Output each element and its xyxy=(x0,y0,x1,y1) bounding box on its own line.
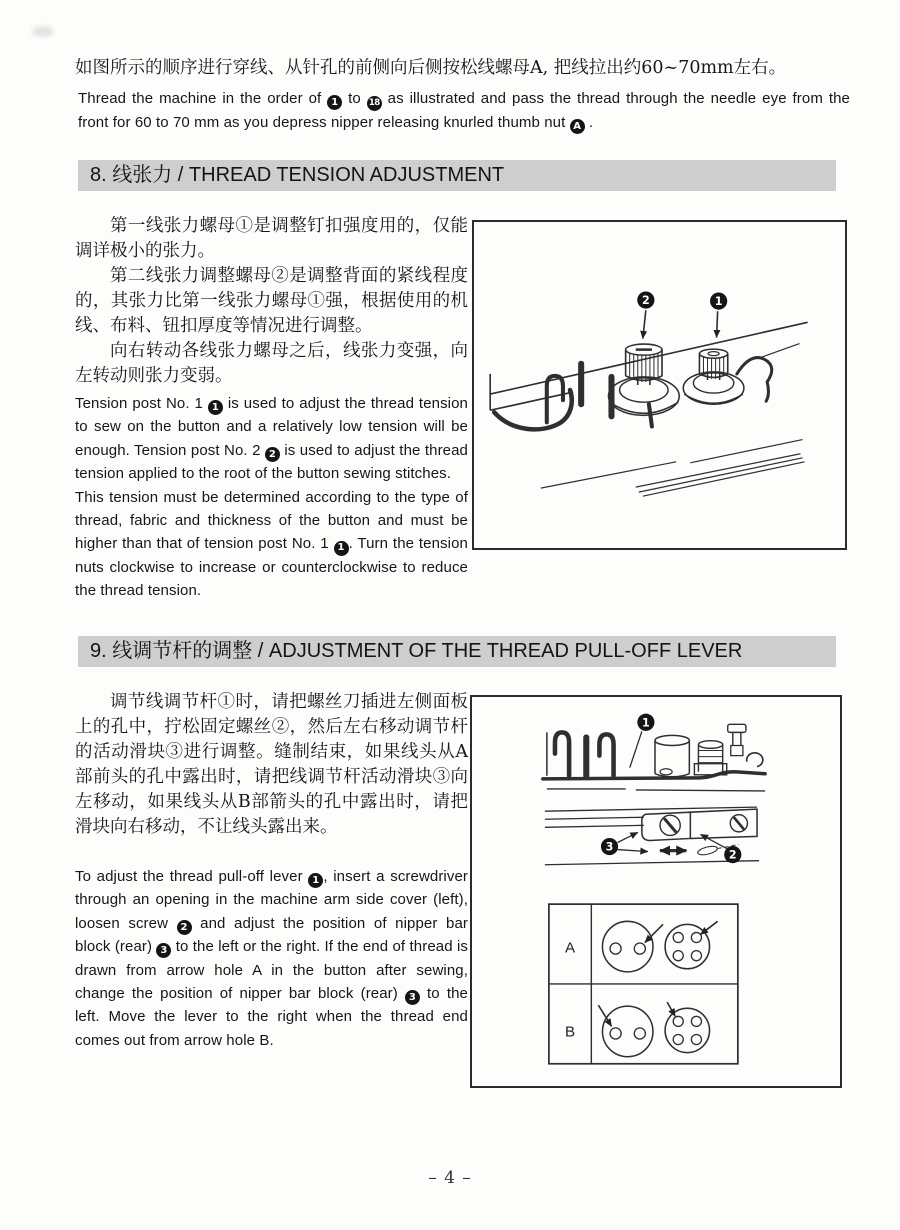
thread-arrow xyxy=(645,924,663,942)
tension-post-2 xyxy=(608,344,679,426)
hook-pin xyxy=(547,376,563,423)
circled-3-badge: 3 xyxy=(156,943,171,958)
slider-mechanism xyxy=(545,807,759,865)
row-a-two-hole-button xyxy=(602,921,663,972)
pull-off-lever-wire xyxy=(543,772,765,779)
thread-arrow xyxy=(598,1005,611,1026)
circled-1-badge: 1 xyxy=(334,541,349,556)
circled-1-badge: 1 xyxy=(308,873,323,888)
figure-label-screw: 2 xyxy=(728,848,737,862)
paragraph: 调节线调节杆①时，请把螺丝刀插进左侧面板上的孔中，拧松固定螺丝②，然后左右移动调节杆的活动滑块③进行调整。缝制结束，如果线头从A部前头的孔中露出时，请把线调节杆活动滑块③向左移动，如果线头从B部箭头的孔中露出时，请把滑块向右移动，不让线头露出来。 xyxy=(75,692,468,837)
screwdriver-tip xyxy=(697,845,718,857)
section9-chinese-text xyxy=(75,690,468,840)
tension-posts-drawing xyxy=(474,222,845,548)
section8-chinese-text xyxy=(75,214,468,389)
figure-tension-posts xyxy=(472,220,847,550)
circled-2-badge: 2 xyxy=(177,920,192,935)
lever-end-curl xyxy=(747,753,763,767)
intro-chinese: 如图所示的顺序进行穿线、从针孔的前侧向后侧按松线螺母A, 把线拉出约60~70mm左右。 xyxy=(75,58,787,78)
section8-english-text xyxy=(75,392,468,603)
section9-english-text xyxy=(75,865,468,1052)
paragraph: To adjust the thread pull-off lever 1 , insert a screwdriver through an opening in the machine arm side cover (left), loosen screw 2 and adjust the position of nipper bar block (rear) 3 to the left or the right. If the end of thread is drawn from arrow hole A in the button after sewing, change the position of nipper bar block (rear) 3 to the left. Move the lever to the right when the thread end comes out from arrow hole B. xyxy=(75,868,469,1049)
pull-off-lever-drawing xyxy=(472,697,840,1086)
wire-guide xyxy=(494,390,572,429)
paragraph: This tension must be determined according to the type of thread, fabric and thickness of the button and must be higher than that of tension post No. 1 1 . Turn the tension nuts clockwise to increase or counterclockwise to reduce the thread tension. xyxy=(75,488,468,600)
scan-smudge xyxy=(32,26,54,37)
paragraph: Tension post No. 1 1 is used to adjust the thread tension to sew on the button and a relatively low tension will be enough. Tension post No. 2 2 is used to adjust the thread tension applied to the root of the button sewing stitches. xyxy=(75,395,468,483)
circled-1-badge: 1 xyxy=(327,95,342,110)
thread-arrow xyxy=(700,921,717,934)
row-b-two-hole-button xyxy=(598,1005,653,1057)
row-b-label: B xyxy=(565,1023,576,1041)
figure-label-lever: 1 xyxy=(642,716,650,730)
row-b-four-hole-button xyxy=(665,1002,709,1053)
section9-header xyxy=(78,636,836,667)
figure-pull-off-lever xyxy=(470,695,842,1088)
lever-assembly xyxy=(543,714,765,791)
paragraph: 第二线张力调整螺母②是调整背面的紧线程度的，其张力比第一线张力螺母①强，根据使用的机线、布料、钮扣厚度等情况进行调整。 xyxy=(75,266,468,336)
figure-label-1: 1 xyxy=(714,295,723,309)
button-hole-table xyxy=(549,904,738,1064)
hook-pin xyxy=(555,732,569,775)
intro-english: Thread the machine in the order of 1 to 18 as illustrated and pass the thread through the needle eye from the front for 60 to 70 mm as you depress nipper releasing knurled thumb nut A . xyxy=(78,87,850,135)
tension-stud-cylinder xyxy=(655,735,689,776)
circled-3-badge: 3 xyxy=(405,990,420,1005)
page-number: – 4 – xyxy=(428,1168,472,1188)
side-screw xyxy=(728,724,746,755)
row-a-label: A xyxy=(565,939,576,957)
figure-label-2: 2 xyxy=(641,294,650,308)
circled-1-badge: 1 xyxy=(208,400,223,415)
callout-1 xyxy=(710,293,727,338)
figure-label-block: 3 xyxy=(605,840,614,854)
paragraph: 向右转动各线张力螺母之后，线张力变强，向左转动则张力变弱。 xyxy=(75,341,468,386)
circled-A-badge: A xyxy=(570,119,585,134)
callout-2 xyxy=(637,291,654,338)
circled-2-badge: 2 xyxy=(265,447,280,462)
hook-pin xyxy=(599,734,613,775)
section9-title: 9. 线调节杆的调整 / ADJUSTMENT OF THE THREAD PULL-OFF LEVER xyxy=(90,640,743,662)
intro-en-text: Thread the machine in the order of xyxy=(78,90,328,107)
paragraph: 第一线张力螺母①是调整钉扣强度用的，仅能调详极小的张力。 xyxy=(75,216,468,261)
knurled-nut-stack xyxy=(694,741,726,775)
tension-post-1 xyxy=(683,349,771,404)
section8-header xyxy=(78,160,836,191)
circled-18-badge: 18 xyxy=(367,96,382,111)
row-a-four-hole-button xyxy=(665,921,718,968)
section8-title: 8. 线张力 / THREAD TENSION ADJUSTMENT xyxy=(90,164,505,186)
